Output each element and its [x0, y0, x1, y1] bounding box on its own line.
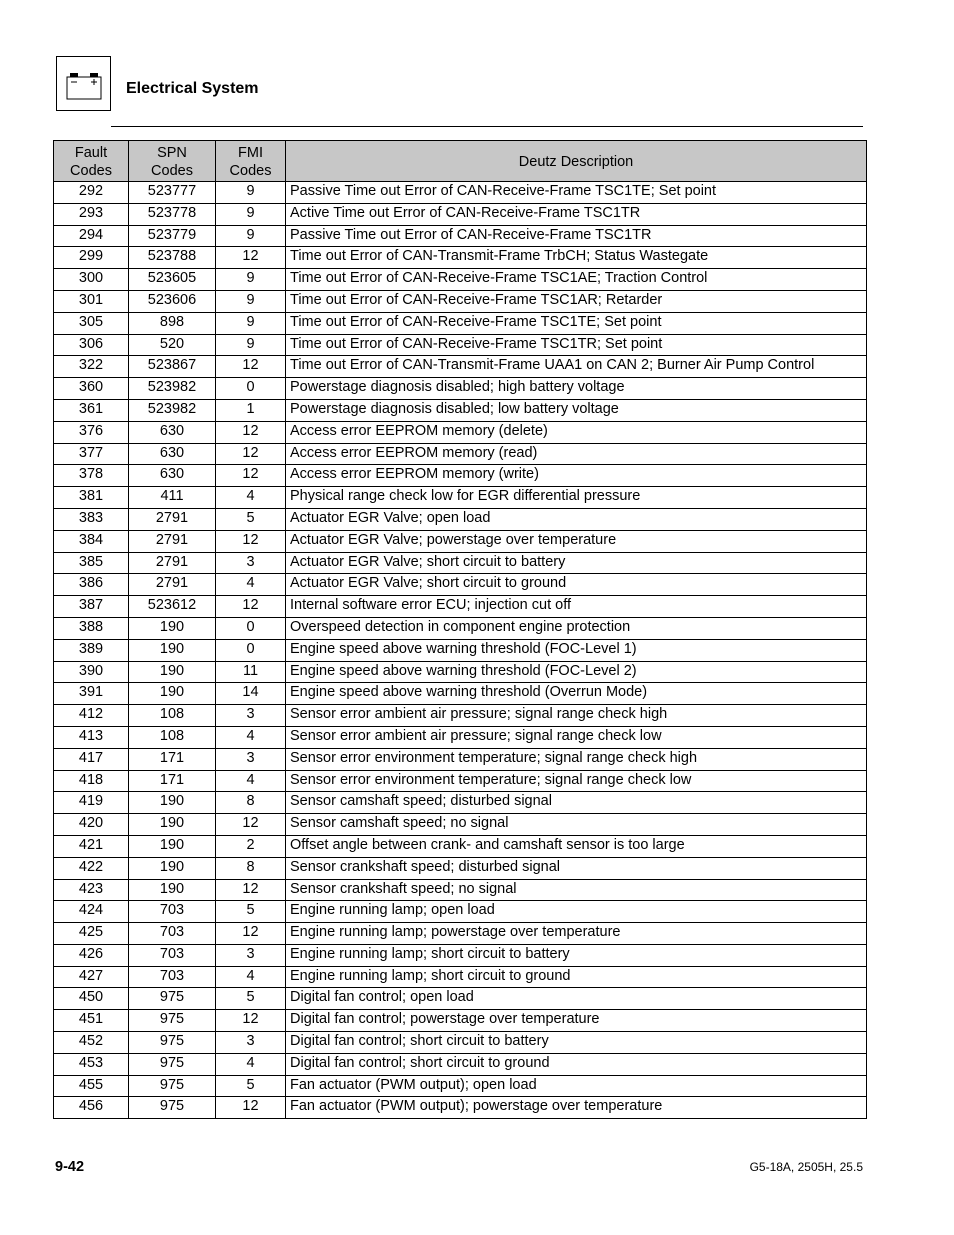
description-cell: Sensor camshaft speed; disturbed signal — [286, 792, 867, 814]
fmi-code-cell: 9 — [216, 290, 286, 312]
spn-code-cell: 630 — [129, 465, 216, 487]
spn-code-cell: 898 — [129, 312, 216, 334]
table-row — [54, 421, 867, 443]
fmi-code-cell: 8 — [216, 857, 286, 879]
fmi-code-cell: 0 — [216, 617, 286, 639]
fmi-code-cell: 0 — [216, 639, 286, 661]
fmi-code-cell: 4 — [216, 770, 286, 792]
fault-code-cell: 419 — [54, 792, 129, 814]
fault-code-cell: 422 — [54, 857, 129, 879]
description-cell: Sensor error ambient air pressure; signal range check high — [286, 705, 867, 727]
table-row — [54, 944, 867, 966]
fault-code-cell: 421 — [54, 835, 129, 857]
spn-code-cell: 975 — [129, 1032, 216, 1054]
spn-code-cell: 2791 — [129, 574, 216, 596]
fault-code-cell: 412 — [54, 705, 129, 727]
description-cell: Overspeed detection in component engine protection — [286, 617, 867, 639]
table-row — [54, 1010, 867, 1032]
spn-code-cell: 975 — [129, 1053, 216, 1075]
fmi-code-cell: 2 — [216, 835, 286, 857]
description-cell: Engine speed above warning threshold (FOC-Level 1) — [286, 639, 867, 661]
battery-icon — [57, 57, 112, 112]
table-row — [54, 247, 867, 269]
fault-code-cell: 292 — [54, 182, 129, 204]
fault-code-cell: 456 — [54, 1097, 129, 1119]
table-row — [54, 399, 867, 421]
description-cell: Time out Error of CAN-Transmit-Frame UAA1 on CAN 2; Burner Air Pump Control — [286, 356, 867, 378]
fault-code-cell: 300 — [54, 269, 129, 291]
table-row — [54, 901, 867, 923]
table-row — [54, 465, 867, 487]
fault-code-cell: 452 — [54, 1032, 129, 1054]
table-row — [54, 988, 867, 1010]
fault-code-cell: 389 — [54, 639, 129, 661]
fault-code-cell: 381 — [54, 487, 129, 509]
fmi-code-cell: 12 — [216, 1097, 286, 1119]
fault-code-cell: 386 — [54, 574, 129, 596]
fault-code-cell: 322 — [54, 356, 129, 378]
description-cell: Actuator EGR Valve; powerstage over temperature — [286, 530, 867, 552]
fault-code-cell: 377 — [54, 443, 129, 465]
description-cell: Access error EEPROM memory (delete) — [286, 421, 867, 443]
spn-code-cell: 703 — [129, 966, 216, 988]
description-cell: Active Time out Error of CAN-Receive-Frame TSC1TR — [286, 203, 867, 225]
spn-code-cell: 630 — [129, 443, 216, 465]
fmi-code-cell: 3 — [216, 552, 286, 574]
description-cell: Digital fan control; open load — [286, 988, 867, 1010]
description-cell: Sensor camshaft speed; no signal — [286, 814, 867, 836]
description-cell: Sensor error environment temperature; signal range check high — [286, 748, 867, 770]
fmi-code-cell: 12 — [216, 879, 286, 901]
fmi-code-cell: 12 — [216, 247, 286, 269]
table-row — [54, 290, 867, 312]
table-row — [54, 923, 867, 945]
fmi-code-cell: 3 — [216, 705, 286, 727]
description-cell: Internal software error ECU; injection cut off — [286, 596, 867, 618]
description-cell: Engine running lamp; short circuit to battery — [286, 944, 867, 966]
table-row — [54, 857, 867, 879]
fmi-code-cell: 5 — [216, 508, 286, 530]
fault-code-cell: 383 — [54, 508, 129, 530]
fmi-code-cell: 11 — [216, 661, 286, 683]
fmi-code-cell: 4 — [216, 726, 286, 748]
spn-code-cell: 523778 — [129, 203, 216, 225]
section-title: Electrical System — [126, 80, 259, 97]
table-row — [54, 269, 867, 291]
column-header-fmi-codes: FMI Codes — [216, 141, 286, 182]
spn-code-cell: 523612 — [129, 596, 216, 618]
description-cell: Passive Time out Error of CAN-Receive-Frame TSC1TE; Set point — [286, 182, 867, 204]
fault-code-cell: 388 — [54, 617, 129, 639]
spn-code-cell: 2791 — [129, 530, 216, 552]
table-row — [54, 1053, 867, 1075]
spn-code-cell: 190 — [129, 792, 216, 814]
table-row — [54, 225, 867, 247]
spn-code-cell: 523867 — [129, 356, 216, 378]
fault-code-cell: 360 — [54, 378, 129, 400]
spn-code-cell: 703 — [129, 923, 216, 945]
document-id: G5-18A, 2505H, 25.5 — [749, 1160, 863, 1174]
fault-code-cell: 450 — [54, 988, 129, 1010]
description-cell: Fan actuator (PWM output); powerstage over temperature — [286, 1097, 867, 1119]
fault-code-cell: 378 — [54, 465, 129, 487]
fmi-code-cell: 8 — [216, 792, 286, 814]
fmi-code-cell: 12 — [216, 1010, 286, 1032]
table-row — [54, 487, 867, 509]
fmi-code-cell: 4 — [216, 1053, 286, 1075]
fmi-code-cell: 4 — [216, 966, 286, 988]
spn-code-cell: 190 — [129, 683, 216, 705]
fault-code-cell: 455 — [54, 1075, 129, 1097]
description-cell: Sensor error environment temperature; signal range check low — [286, 770, 867, 792]
fmi-code-cell: 4 — [216, 574, 286, 596]
spn-code-cell: 190 — [129, 814, 216, 836]
fmi-code-cell: 3 — [216, 1032, 286, 1054]
spn-code-cell: 523779 — [129, 225, 216, 247]
table-row — [54, 705, 867, 727]
fault-code-cell: 413 — [54, 726, 129, 748]
description-cell: Actuator EGR Valve; short circuit to ground — [286, 574, 867, 596]
spn-code-cell: 2791 — [129, 508, 216, 530]
fmi-code-cell: 3 — [216, 748, 286, 770]
description-cell: Engine speed above warning threshold (Overrun Mode) — [286, 683, 867, 705]
table-row — [54, 966, 867, 988]
description-cell: Digital fan control; powerstage over temperature — [286, 1010, 867, 1032]
fmi-code-cell: 12 — [216, 596, 286, 618]
column-header-description: Deutz Description — [286, 141, 867, 182]
spn-code-cell: 108 — [129, 726, 216, 748]
table-row — [54, 726, 867, 748]
fault-code-cell: 391 — [54, 683, 129, 705]
fault-code-cell: 417 — [54, 748, 129, 770]
spn-code-cell: 523982 — [129, 378, 216, 400]
fmi-code-cell: 3 — [216, 944, 286, 966]
spn-code-cell: 523982 — [129, 399, 216, 421]
fmi-code-cell: 9 — [216, 334, 286, 356]
description-cell: Sensor crankshaft speed; no signal — [286, 879, 867, 901]
fault-code-cell: 305 — [54, 312, 129, 334]
fmi-code-cell: 9 — [216, 203, 286, 225]
description-cell: Digital fan control; short circuit to battery — [286, 1032, 867, 1054]
table-row — [54, 814, 867, 836]
fault-code-cell: 390 — [54, 661, 129, 683]
table-row — [54, 748, 867, 770]
table-row — [54, 596, 867, 618]
description-cell: Actuator EGR Valve; short circuit to battery — [286, 552, 867, 574]
spn-code-cell: 520 — [129, 334, 216, 356]
description-cell: Powerstage diagnosis disabled; high battery voltage — [286, 378, 867, 400]
fault-code-cell: 294 — [54, 225, 129, 247]
table-row — [54, 639, 867, 661]
battery-icon-box — [56, 56, 111, 111]
fmi-code-cell: 0 — [216, 378, 286, 400]
table-row — [54, 1075, 867, 1097]
fmi-code-cell: 9 — [216, 312, 286, 334]
fault-code-cell: 384 — [54, 530, 129, 552]
description-cell: Physical range check low for EGR differential pressure — [286, 487, 867, 509]
fmi-code-cell: 5 — [216, 988, 286, 1010]
spn-code-cell: 2791 — [129, 552, 216, 574]
description-cell: Time out Error of CAN-Receive-Frame TSC1AE; Traction Control — [286, 269, 867, 291]
spn-code-cell: 411 — [129, 487, 216, 509]
description-cell: Actuator EGR Valve; open load — [286, 508, 867, 530]
table-row — [54, 378, 867, 400]
description-cell: Time out Error of CAN-Receive-Frame TSC1TE; Set point — [286, 312, 867, 334]
spn-code-cell: 171 — [129, 770, 216, 792]
table-row — [54, 574, 867, 596]
description-cell: Sensor error ambient air pressure; signal range check low — [286, 726, 867, 748]
fault-code-cell: 424 — [54, 901, 129, 923]
fault-code-cell: 427 — [54, 966, 129, 988]
table-row — [54, 879, 867, 901]
table-header-row — [54, 141, 867, 182]
spn-code-cell: 975 — [129, 1097, 216, 1119]
table-row — [54, 530, 867, 552]
fmi-code-cell: 9 — [216, 269, 286, 291]
fmi-code-cell: 9 — [216, 225, 286, 247]
fmi-code-cell: 12 — [216, 923, 286, 945]
fmi-code-cell: 5 — [216, 1075, 286, 1097]
fmi-code-cell: 9 — [216, 182, 286, 204]
spn-code-cell: 975 — [129, 988, 216, 1010]
spn-code-cell: 703 — [129, 944, 216, 966]
table-row — [54, 617, 867, 639]
spn-code-cell: 975 — [129, 1075, 216, 1097]
description-cell: Passive Time out Error of CAN-Receive-Frame TSC1TR — [286, 225, 867, 247]
spn-code-cell: 190 — [129, 857, 216, 879]
column-header-spn-codes: SPN Codes — [129, 141, 216, 182]
table-row — [54, 770, 867, 792]
fmi-code-cell: 12 — [216, 421, 286, 443]
description-cell: Offset angle between crank- and camshaft sensor is too large — [286, 835, 867, 857]
spn-code-cell: 108 — [129, 705, 216, 727]
fault-code-cell: 420 — [54, 814, 129, 836]
table-row — [54, 792, 867, 814]
table-row — [54, 1032, 867, 1054]
fmi-code-cell: 12 — [216, 814, 286, 836]
fmi-code-cell: 12 — [216, 530, 286, 552]
spn-code-cell: 190 — [129, 617, 216, 639]
table-row — [54, 661, 867, 683]
description-cell: Time out Error of CAN-Receive-Frame TSC1AR; Retarder — [286, 290, 867, 312]
fault-code-cell: 361 — [54, 399, 129, 421]
table-row — [54, 182, 867, 204]
spn-code-cell: 975 — [129, 1010, 216, 1032]
fmi-code-cell: 12 — [216, 443, 286, 465]
fault-code-cell: 451 — [54, 1010, 129, 1032]
description-cell: Access error EEPROM memory (write) — [286, 465, 867, 487]
spn-code-cell: 523605 — [129, 269, 216, 291]
description-cell: Time out Error of CAN-Receive-Frame TSC1TR; Set point — [286, 334, 867, 356]
table-row — [54, 552, 867, 574]
table-body — [54, 182, 867, 1119]
fmi-code-cell: 14 — [216, 683, 286, 705]
spn-code-cell: 190 — [129, 879, 216, 901]
description-cell: Time out Error of CAN-Transmit-Frame TrbCH; Status Wastegate — [286, 247, 867, 269]
table-row — [54, 508, 867, 530]
fault-code-cell: 385 — [54, 552, 129, 574]
fmi-code-cell: 1 — [216, 399, 286, 421]
header-rule — [111, 126, 863, 127]
description-cell: Sensor crankshaft speed; disturbed signal — [286, 857, 867, 879]
fault-code-cell: 425 — [54, 923, 129, 945]
table-row — [54, 683, 867, 705]
description-cell: Digital fan control; short circuit to ground — [286, 1053, 867, 1075]
fmi-code-cell: 4 — [216, 487, 286, 509]
fault-code-cell: 418 — [54, 770, 129, 792]
table-row — [54, 443, 867, 465]
table-row — [54, 1097, 867, 1119]
description-cell: Engine running lamp; short circuit to ground — [286, 966, 867, 988]
description-cell: Engine speed above warning threshold (FOC-Level 2) — [286, 661, 867, 683]
fault-code-cell: 387 — [54, 596, 129, 618]
spn-code-cell: 190 — [129, 661, 216, 683]
table-row — [54, 835, 867, 857]
spn-code-cell: 171 — [129, 748, 216, 770]
fault-code-cell: 301 — [54, 290, 129, 312]
fault-code-cell: 426 — [54, 944, 129, 966]
fault-code-cell: 376 — [54, 421, 129, 443]
fmi-code-cell: 12 — [216, 465, 286, 487]
fault-code-cell: 423 — [54, 879, 129, 901]
table-row — [54, 312, 867, 334]
spn-code-cell: 190 — [129, 835, 216, 857]
description-cell: Engine running lamp; open load — [286, 901, 867, 923]
spn-code-cell: 523606 — [129, 290, 216, 312]
table-row — [54, 334, 867, 356]
page-number: 9-42 — [55, 1159, 85, 1175]
fault-code-cell: 306 — [54, 334, 129, 356]
fault-code-cell: 299 — [54, 247, 129, 269]
table-row — [54, 356, 867, 378]
description-cell: Engine running lamp; powerstage over temperature — [286, 923, 867, 945]
fmi-code-cell: 12 — [216, 356, 286, 378]
column-header-fault-codes: Fault Codes — [54, 141, 129, 182]
description-cell: Powerstage diagnosis disabled; low battery voltage — [286, 399, 867, 421]
description-cell: Fan actuator (PWM output); open load — [286, 1075, 867, 1097]
spn-code-cell: 190 — [129, 639, 216, 661]
table-row — [54, 203, 867, 225]
fault-code-cell: 453 — [54, 1053, 129, 1075]
spn-code-cell: 630 — [129, 421, 216, 443]
spn-code-cell: 523777 — [129, 182, 216, 204]
fault-code-cell: 293 — [54, 203, 129, 225]
spn-code-cell: 703 — [129, 901, 216, 923]
description-cell: Access error EEPROM memory (read) — [286, 443, 867, 465]
fmi-code-cell: 5 — [216, 901, 286, 923]
spn-code-cell: 523788 — [129, 247, 216, 269]
fault-code-table — [53, 140, 867, 1119]
